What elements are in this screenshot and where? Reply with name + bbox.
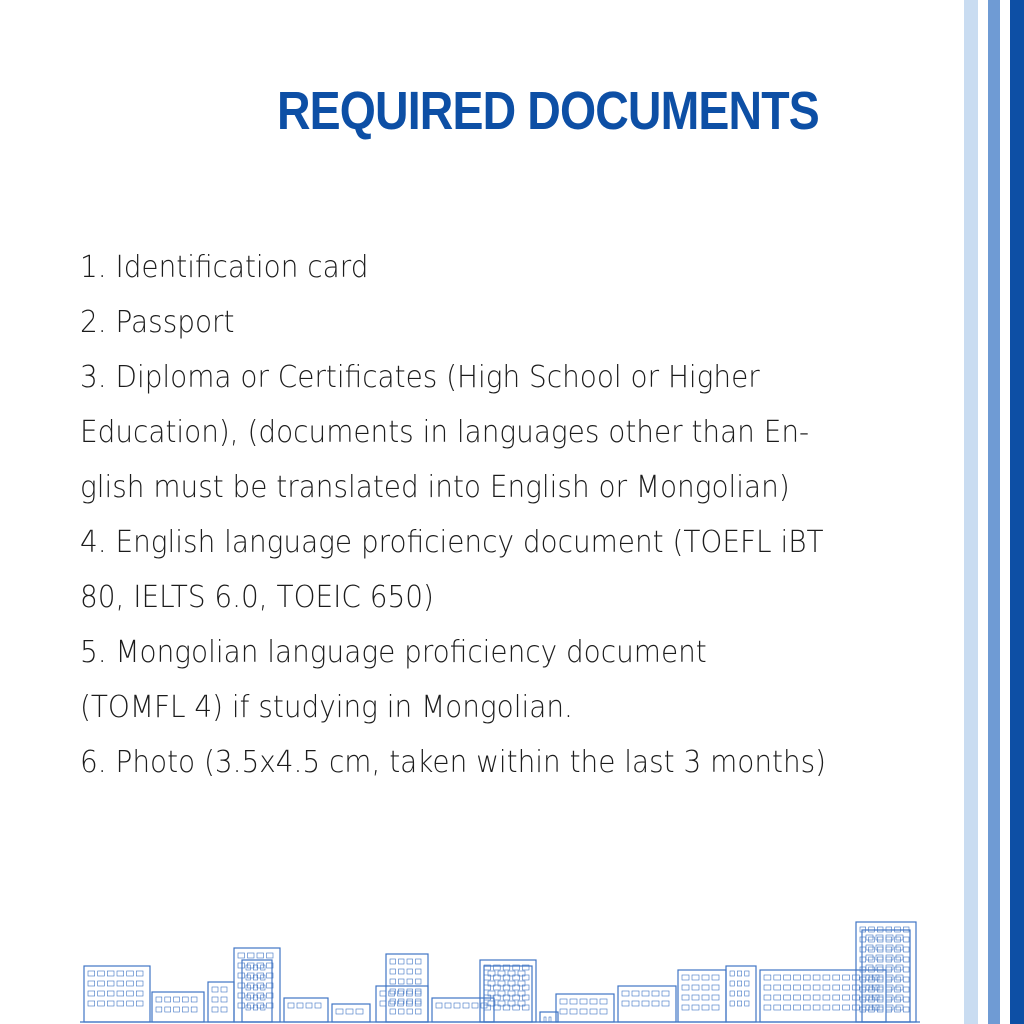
skyline-window [895, 957, 901, 962]
skyline-window [843, 975, 850, 980]
skyline-window [903, 997, 909, 1002]
skyline-window [191, 1007, 197, 1012]
skyline-window [416, 969, 422, 974]
skyline-building [556, 994, 614, 1022]
skyline-window [833, 985, 840, 990]
skyline-window [662, 991, 669, 996]
skyline-window [407, 1009, 413, 1014]
skyline-window [886, 937, 892, 942]
skyline-window [261, 965, 265, 970]
skyline-window [896, 1005, 903, 1010]
skyline-window [895, 997, 901, 1002]
skyline-window [390, 959, 396, 964]
skyline-window [895, 967, 901, 972]
skyline-window [622, 1001, 629, 1006]
skyline-window [156, 997, 162, 1002]
skyline-window [823, 975, 830, 980]
skyline-window [356, 1009, 363, 1014]
skyline-window [248, 993, 255, 998]
skyline-window [860, 957, 866, 962]
skyline-window [886, 1007, 892, 1012]
skyline-window [903, 957, 909, 962]
skyline-window [346, 1009, 353, 1014]
skyline-window [860, 937, 866, 942]
skyline-window [896, 975, 903, 980]
skyline-window [682, 985, 689, 990]
skyline-window [165, 997, 171, 1002]
skyline-window [407, 979, 413, 984]
skyline-window [692, 975, 699, 980]
skyline-window [702, 1005, 709, 1010]
skyline-window [156, 1007, 162, 1012]
skyline-window [117, 981, 124, 986]
document-item [80, 240, 930, 295]
skyline-window [895, 937, 901, 942]
skyline-window [416, 989, 422, 994]
skyline-window [803, 1005, 810, 1010]
skyline-window [682, 1005, 689, 1010]
skyline-window [896, 935, 903, 940]
skyline-window [98, 971, 105, 976]
skyline-window [903, 977, 909, 982]
skyline-window [248, 983, 255, 988]
document-item-line: (TOMFL 4) if studying in Mongolian. [80, 690, 573, 725]
skyline-window [784, 975, 791, 980]
skyline-window [472, 1003, 478, 1008]
skyline-window [570, 999, 577, 1004]
skyline-window [221, 987, 227, 992]
skyline-window [212, 987, 218, 992]
city-skyline-illustration [80, 920, 920, 1024]
skyline-window [895, 947, 901, 952]
skyline-window [730, 971, 734, 976]
skyline-window [88, 991, 95, 996]
skyline-window [652, 991, 659, 996]
skyline-window [399, 1009, 405, 1014]
skyline-window [764, 985, 771, 990]
skyline-window [784, 995, 791, 1000]
skyline-window [877, 947, 883, 952]
skyline-window [886, 997, 892, 1002]
skyline-window [896, 965, 903, 970]
skyline-window [549, 1017, 551, 1022]
document-item [80, 350, 930, 515]
skyline-window [702, 975, 709, 980]
skyline-window [784, 1005, 791, 1010]
document-item-line: 6. Photo (3.5x4.5 cm, taken within the last 3 months) [80, 745, 827, 780]
skyline-window [692, 995, 699, 1000]
skyline-building [618, 986, 676, 1022]
skyline-window [389, 991, 395, 996]
skyline-window [399, 979, 405, 984]
skyline-window [174, 1007, 180, 1012]
skyline-window [622, 991, 629, 996]
skyline-window [877, 977, 883, 982]
skyline-window [730, 1001, 734, 1006]
skyline-window [88, 981, 95, 986]
skyline-window [896, 995, 903, 1000]
skyline-window [560, 1009, 567, 1014]
skyline-window [407, 959, 413, 964]
skyline-window [794, 975, 801, 980]
skyline-window [903, 967, 909, 972]
skyline-building [242, 960, 272, 1022]
skyline-window [737, 971, 741, 976]
skyline-window [454, 1003, 460, 1008]
skyline-window [866, 955, 873, 960]
skyline-window [399, 969, 405, 974]
skyline-window [903, 947, 909, 952]
document-item-line: Education), (documents in languages other than En- [80, 415, 810, 450]
skyline-window [745, 1001, 749, 1006]
skyline-window [632, 991, 639, 996]
skyline-window [877, 987, 883, 992]
skyline-window [380, 991, 386, 996]
mid-blue-stripe [988, 0, 1000, 1024]
document-item-line: 4. English language proficiency document (TOEFL iBT [80, 525, 824, 560]
skyline-window [843, 1005, 850, 1010]
skyline-window [774, 975, 781, 980]
skyline-window [107, 991, 114, 996]
skyline-window [436, 1003, 442, 1008]
skyline-window [764, 995, 771, 1000]
document-item-line: 2. Passport [80, 305, 235, 340]
skyline-window [774, 1005, 781, 1010]
skyline-window [895, 1007, 901, 1012]
skyline-window [580, 1009, 587, 1014]
skyline-window [886, 957, 892, 962]
skyline-window [860, 997, 866, 1002]
skyline-window [246, 985, 250, 990]
skyline-window [117, 971, 124, 976]
skyline-window [823, 1005, 830, 1010]
skyline-window [246, 995, 250, 1000]
skyline-window [107, 1001, 114, 1006]
skyline-window [712, 995, 719, 1000]
skyline-window [745, 971, 749, 976]
skyline-window [886, 967, 892, 972]
skyline-window [257, 993, 264, 998]
skyline-window [682, 995, 689, 1000]
skyline-window [246, 975, 250, 980]
document-item [80, 515, 930, 625]
skyline-window [221, 1007, 227, 1012]
light-blue-stripe [964, 0, 978, 1024]
skyline-window [803, 995, 810, 1000]
skyline-window [730, 991, 734, 996]
skyline-window [463, 1003, 469, 1008]
skyline-window [238, 963, 245, 968]
skyline-window [632, 1001, 639, 1006]
skyline-window [896, 955, 903, 960]
skyline-window [903, 987, 909, 992]
skyline-window [544, 1017, 546, 1022]
skyline-window [136, 981, 143, 986]
skyline-window [737, 1001, 741, 1006]
skyline-window [692, 985, 699, 990]
skyline-window [813, 995, 820, 1000]
skyline-window [737, 981, 741, 986]
dark-blue-stripe [1010, 0, 1024, 1024]
skyline-window [390, 979, 396, 984]
skyline-window [416, 1009, 422, 1014]
skyline-window [692, 1005, 699, 1010]
skyline-window [560, 999, 567, 1004]
skyline-window [117, 991, 124, 996]
skyline-window [407, 989, 413, 994]
skyline-window [886, 977, 892, 982]
skyline-window [238, 993, 245, 998]
skyline-window [877, 937, 883, 942]
skyline-window [399, 959, 405, 964]
skyline-window [257, 963, 264, 968]
skyline-window [813, 985, 820, 990]
skyline-window [136, 971, 143, 976]
skyline-window [833, 995, 840, 1000]
skyline-window [869, 987, 875, 992]
skyline-window [380, 1001, 386, 1006]
skyline-window [297, 1003, 303, 1008]
skyline-window [257, 973, 264, 978]
skyline-window [136, 991, 143, 996]
skyline-window [860, 987, 866, 992]
skyline-window [869, 997, 875, 1002]
skyline-window [257, 983, 264, 988]
skyline-building [284, 998, 328, 1022]
document-item [80, 625, 930, 735]
skyline-window [860, 977, 866, 982]
skyline-window [903, 937, 909, 942]
document-item-line: glish must be translated into English or Mongolian) [80, 470, 790, 505]
skyline-window [869, 1007, 875, 1012]
skyline-window [702, 985, 709, 990]
skyline-window [794, 985, 801, 990]
skyline-window [774, 985, 781, 990]
skyline-window [712, 985, 719, 990]
skyline-window [877, 1007, 883, 1012]
skyline-window [580, 999, 587, 1004]
skyline-window [288, 1003, 294, 1008]
skyline-window [88, 1001, 95, 1006]
skyline-window [98, 1001, 105, 1006]
skyline-window [212, 997, 218, 1002]
skyline-window [600, 1009, 607, 1014]
skyline-window [248, 1003, 255, 1008]
skyline-window [843, 995, 850, 1000]
skyline-window [843, 985, 850, 990]
skyline-window [903, 1007, 909, 1012]
skyline-window [803, 985, 810, 990]
skyline-window [238, 953, 245, 958]
skyline-window [389, 1001, 395, 1006]
skyline-window [267, 953, 274, 958]
skyline-window [248, 973, 255, 978]
skyline-window [416, 959, 422, 964]
skyline-window [745, 981, 749, 986]
skyline-window [860, 947, 866, 952]
skyline-window [390, 1009, 396, 1014]
skyline-window [745, 991, 749, 996]
skyline-window [445, 1003, 451, 1008]
skyline-window [895, 977, 901, 982]
document-item-line: 3. Diploma or Certificates (High School or Higher [80, 360, 760, 395]
skyline-window [570, 1009, 577, 1014]
skyline-window [662, 1001, 669, 1006]
skyline-window [866, 935, 873, 940]
skyline-window [823, 985, 830, 990]
skyline-window [642, 1001, 649, 1006]
skyline-window [107, 981, 114, 986]
skyline-window [869, 977, 875, 982]
skyline-window [682, 975, 689, 980]
skyline-window [238, 983, 245, 988]
skyline-window [191, 997, 197, 1002]
skyline-window [306, 1003, 312, 1008]
skyline-window [823, 995, 830, 1000]
skyline-window [415, 991, 421, 996]
skyline-window [895, 987, 901, 992]
skyline-window [416, 999, 422, 1004]
document-item [80, 295, 930, 350]
skyline-window [600, 999, 607, 1004]
skyline-window [833, 1005, 840, 1010]
skyline-window [261, 985, 265, 990]
skyline-window [642, 991, 649, 996]
skyline-window [165, 1007, 171, 1012]
skyline-window [803, 975, 810, 980]
skyline-window [257, 953, 264, 958]
skyline-window [813, 1005, 820, 1010]
skyline-window [117, 1001, 124, 1006]
skyline-window [182, 997, 188, 1002]
skyline-window [127, 991, 134, 996]
skyline-window [764, 975, 771, 980]
skyline-window [712, 1005, 719, 1010]
skyline-window [238, 973, 245, 978]
skyline-window [415, 1001, 421, 1006]
skyline-window [98, 991, 105, 996]
document-item [80, 735, 930, 790]
skyline-window [866, 965, 873, 970]
skyline-window [764, 1005, 771, 1010]
skyline-window [652, 1001, 659, 1006]
skyline-window [774, 995, 781, 1000]
skyline-window [98, 981, 105, 986]
skyline-window [407, 969, 413, 974]
skyline-window [833, 975, 840, 980]
skyline-window [590, 999, 597, 1004]
skyline-window [127, 1001, 134, 1006]
document-item-line: 1. Identification card [80, 250, 369, 285]
skyline-window [869, 947, 875, 952]
skyline-window [869, 957, 875, 962]
skyline-window [174, 997, 180, 1002]
skyline-window [248, 953, 255, 958]
document-item-line: 80, IELTS 6.0, TOEIC 650) [80, 580, 434, 615]
skyline-window [416, 979, 422, 984]
skyline-window [257, 1003, 264, 1008]
skyline-window [182, 1007, 188, 1012]
skyline-window [261, 995, 265, 1000]
skyline-window [261, 1005, 265, 1010]
skyline-window [896, 945, 903, 950]
skyline-building [726, 966, 756, 1022]
skyline-window [88, 971, 95, 976]
skyline-window [886, 987, 892, 992]
skyline-window [813, 975, 820, 980]
page-title: REQUIRED DOCUMENTS [277, 81, 819, 141]
skyline-window [784, 985, 791, 990]
skyline-window [127, 971, 134, 976]
skyline-window [261, 975, 265, 980]
skyline-window [336, 1009, 343, 1014]
skyline-window [390, 969, 396, 974]
skyline-window [896, 985, 903, 990]
skyline-window [212, 1007, 218, 1012]
skyline-window [730, 981, 734, 986]
required-documents-list [80, 240, 930, 790]
skyline-window [221, 997, 227, 1002]
skyline-window [737, 991, 741, 996]
skyline-window [107, 971, 114, 976]
skyline-window [794, 995, 801, 1000]
skyline-building [332, 1004, 370, 1022]
skyline-window [127, 981, 134, 986]
skyline-window [246, 965, 250, 970]
skyline-window [590, 1009, 597, 1014]
skyline-window [248, 963, 255, 968]
skyline-window [702, 995, 709, 1000]
skyline-window [246, 1005, 250, 1010]
skyline-window [877, 957, 883, 962]
skyline-window [407, 999, 413, 1004]
skyline-window [869, 937, 875, 942]
skyline-window [860, 1007, 866, 1012]
skyline-window [136, 1001, 143, 1006]
skyline-window [866, 945, 873, 950]
skyline-window [712, 975, 719, 980]
skyline-window [794, 1005, 801, 1010]
skyline-window [315, 1003, 321, 1008]
skyline-window [238, 1003, 245, 1008]
skyline-window [886, 947, 892, 952]
skyline-window [877, 997, 883, 1002]
document-item-line: 5. Mongolian language proficiency document [80, 635, 707, 670]
